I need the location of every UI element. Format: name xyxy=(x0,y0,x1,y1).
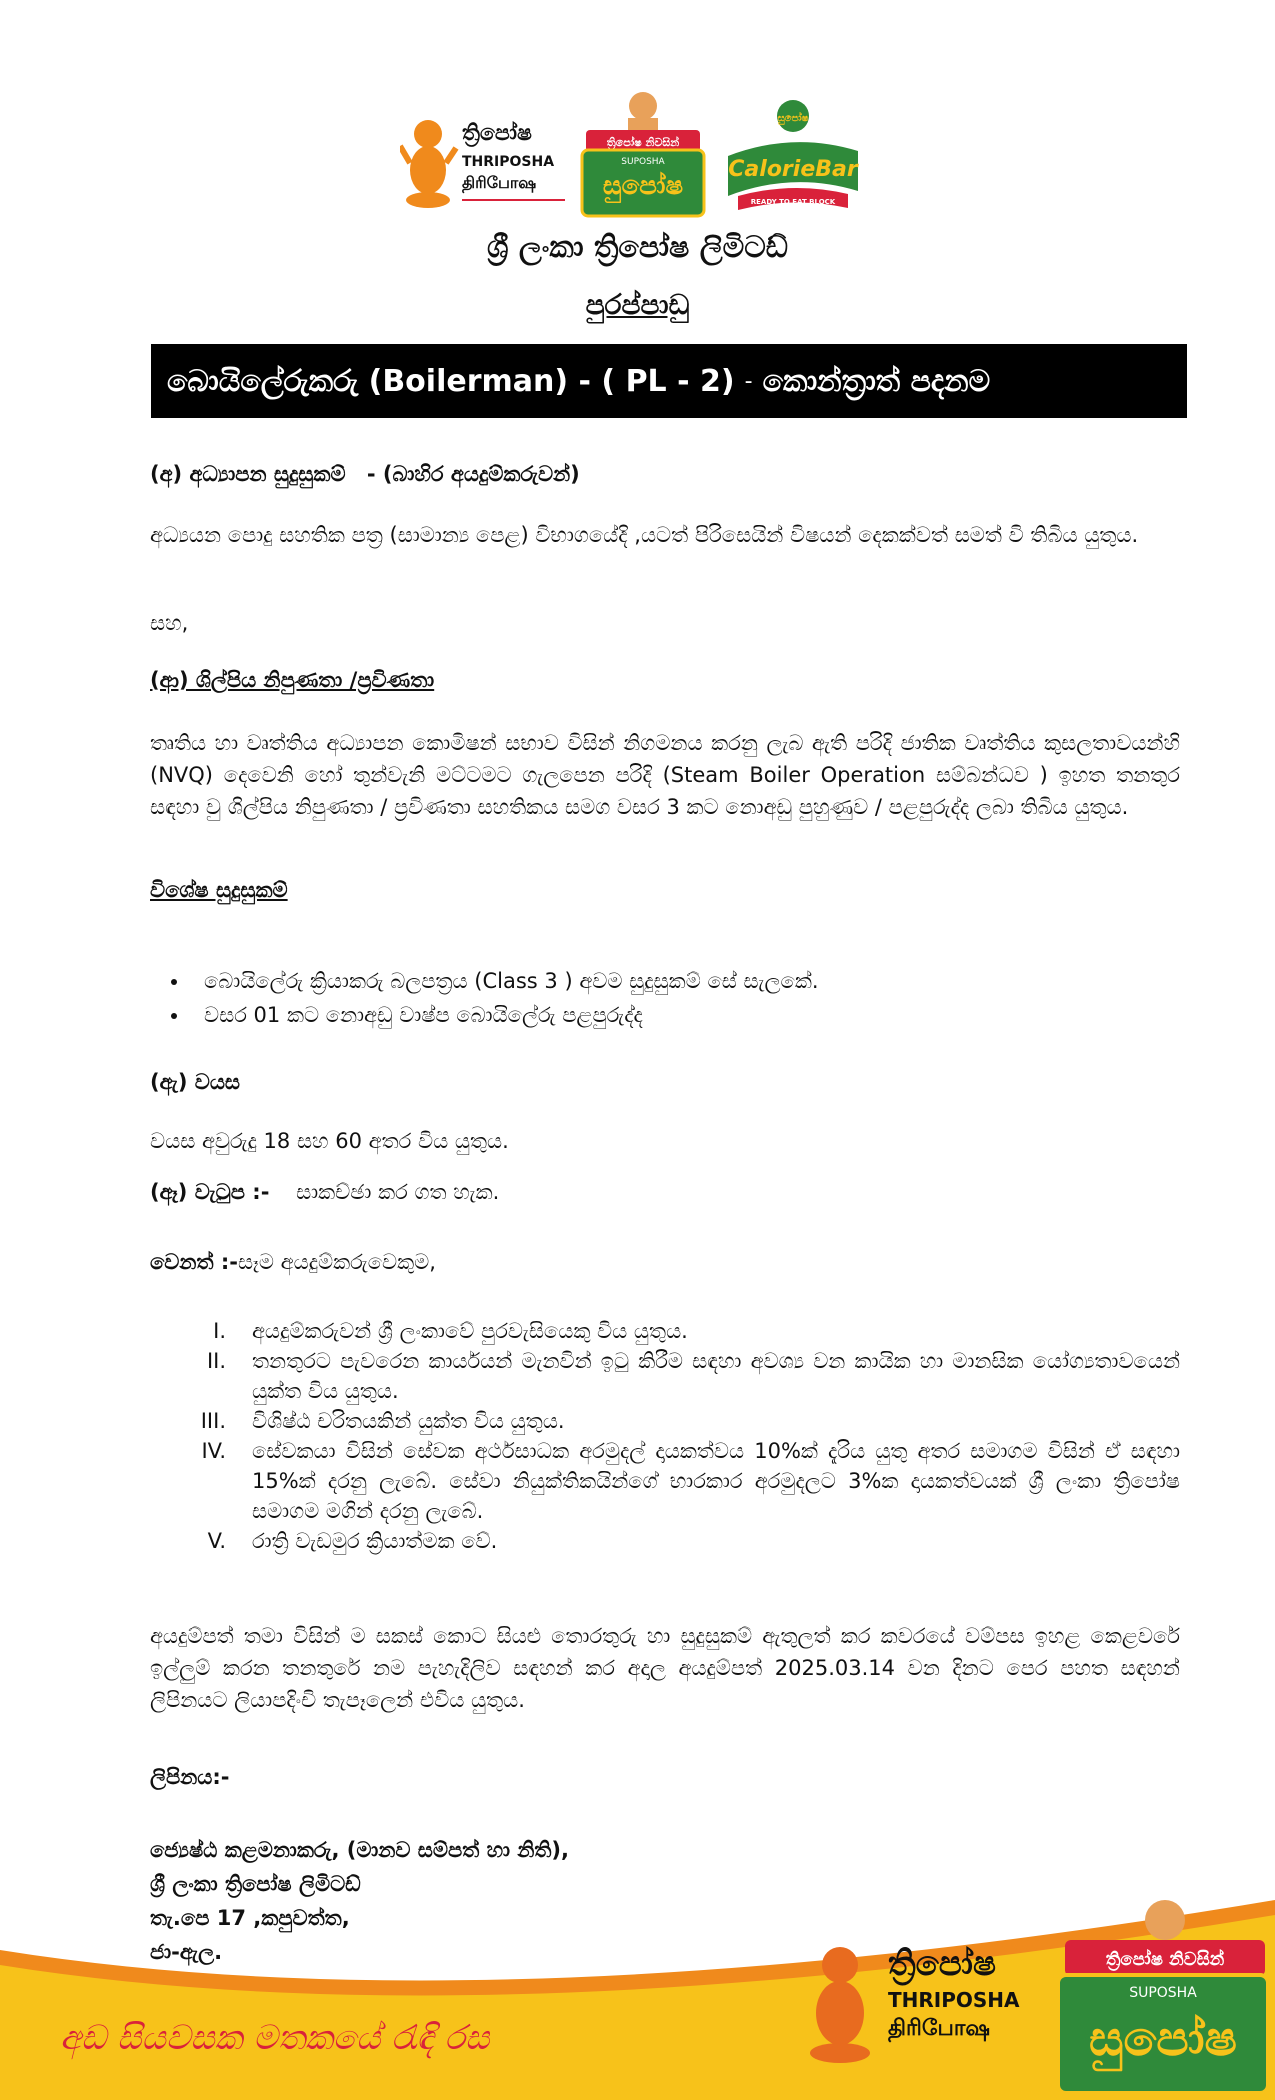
ad-type-text: පුරප්පාඩු xyxy=(585,288,690,321)
suposha-brand-en: SUPOSHA xyxy=(621,157,665,167)
position-banner xyxy=(151,344,1187,418)
suposha-top-si: ත්‍රිපෝෂ නිවසින් xyxy=(606,136,680,149)
ad-type xyxy=(0,288,1275,322)
thriposha-name-si: ත්‍රිපෝෂ xyxy=(462,121,532,146)
org-title: ශ්‍රී ලංකා ත්‍රිපෝෂ ලිමිටඩ් xyxy=(486,230,789,265)
banner-suffix: කොන්ත්‍රාත් පදනම xyxy=(762,363,991,399)
skills-label: (ආ) ශිල්පිය නිපුණතා /ප්‍රවිණතා xyxy=(150,668,435,692)
footer-thriposha-ta: திரிபோஷ xyxy=(888,2016,990,2041)
address-line: ජා-ඇල. xyxy=(150,1940,223,1964)
application-text: අයදුම්පත් තමා විසින් ම සකස් කොට සියළු තොරතුරු හා සුදුසුකම් ඇතුලත් කර කවරයේ වම්පස ඉහළ කෙළවරේ ඉල්ලුම් කරන තනතුරේ නම පැහැදිලිව සඳහන් කර අදාල අයදුම්පත් 2025.03.14 වන දිනට පෙර පහත සඳහන් ලිපිනයට ලියාපදිංචි තැපෑලෙන් එවිය යුතුය. xyxy=(150,1624,1180,1712)
age-text: වයස අවුරුදු 18 සහ 60 අතර විය යුතුය. xyxy=(150,1129,509,1153)
list-item: • බොයිලේරු ක්‍රියාකරු බලපත්‍රය (Class 3 ) අවම සුදුසුකම් සේ සැලකේ. xyxy=(190,964,1180,998)
footer-tagline: අඩ සියවසක මතකයේ රැඳි රස xyxy=(60,2018,490,2058)
address-line: ජ්‍යෙෂ්ඨ කළමනාකරු, (මානව සම්පත් හා නිති), xyxy=(150,1838,570,1862)
calorie-ribbon: READY TO EAT BLOCK xyxy=(750,198,836,206)
other-label: වෙනත් :- xyxy=(150,1250,238,1274)
suposha-brand-si: සුපෝෂ xyxy=(602,171,684,201)
footer-suposha-en: SUPOSHA xyxy=(1129,1985,1197,2001)
education-qualifier: - (බාහිර අයදුම්කරුවන්) xyxy=(366,462,580,486)
salary-text: සාකච්ඡා කර ගත හැක. xyxy=(296,1180,500,1204)
logo-row xyxy=(400,78,880,228)
education-label: (අ) අධ්‍යාපන සුදුසුකම් xyxy=(150,462,346,486)
calorie-top-si: සුපෝෂ xyxy=(777,113,809,124)
calorie-bar-logo xyxy=(718,96,868,221)
list-item: IV. සේවකයා විසින් සේවක අර්ථසාධක අරමුදල් දායකත්වය 10%ක් දැරිය යුතු අතර සමාගම විසින් ඒ සඳහා 15%ක් දරනු ලැබේ. සේවා නියුක්තිකයින්ගේ භාරකාර අරමුදලට 3%ක දායකත්වයක් ශ්‍රී ලංකා ත්‍රිපෝෂ සමාගම මගින් දරනු ලැබේ. xyxy=(201,1439,1180,1523)
list-item: V. රාත්‍රි වැඩමුර ක්‍රියාත්මක වේ. xyxy=(207,1529,498,1553)
thriposha-logo xyxy=(400,108,570,218)
address-heading: ලිපිනය:- xyxy=(150,1765,230,1789)
suposha-logo xyxy=(578,88,708,218)
calorie-brand: CalorieBar xyxy=(728,157,858,182)
skills-text: තෘතිය හා වෘත්තිය අධ්‍යාපන කොමිෂන් සභාව විසින් නිගමනය කරනු ලැබ ඇති පරිදි ජාතික වෘත්තිය කුසලතාවයන්හි (NVQ) දෙවෙනි හෝ තුන්වැනි මට්ටමට ගැලපෙන පරිදි (Steam Boiler Operation සම්බන්ධව ) ඉහත තනතුර සඳහා වු ශිල්පිය නිපුණතා / ප්‍රවිණතා සහතිකය සමග වසර 3 කට නොඅඩු පුහුණුව / පළපුරුද්ද ලබා තිබිය යුතුය. xyxy=(150,731,1180,819)
special-label: විශේෂ සුදුසුකම් xyxy=(150,878,288,902)
education-text: අධ්‍යයන පොදු සහතික පත්‍ර (සාමාන්‍ය පෙළ) විභාගයේදි ,යටත් පිරිසෙයින් විෂයන් දෙකක්වත් සමත් වි තිබිය යුතුය. xyxy=(150,523,1139,547)
salary-line xyxy=(150,1180,1180,1205)
age-heading: (ඇ) වයස xyxy=(150,1070,241,1094)
salary-label: (ඈ) වැටුප :- xyxy=(150,1180,270,1204)
education-heading xyxy=(150,462,1180,487)
and-text: සහ, xyxy=(150,611,189,635)
list-item: I. අයදුම්කරුවන් ශ්‍රී ලංකාවේ පුරවැසියෙකු විය යුතුය. xyxy=(213,1319,688,1343)
banner-dash: - xyxy=(744,368,753,394)
banner-title: බොයිලේරුකරු (Boilerman) - ( PL - 2) xyxy=(167,363,735,399)
skills-heading xyxy=(150,668,1180,693)
special-heading xyxy=(150,878,1180,903)
footer-suposha-si: සුපෝෂ xyxy=(1089,2011,1237,2067)
address-line: තැ.පෙ 17 ,කපුවත්ත, xyxy=(150,1906,350,1930)
thriposha-name-ta: திரிபோஷ xyxy=(462,173,537,192)
other-list xyxy=(150,1316,1180,1556)
address-line: ශ්‍රී ලංකා ත්‍රිපෝෂ ලිමිටඩ් xyxy=(150,1872,361,1896)
other-heading xyxy=(150,1250,1180,1275)
list-item: III. විශිෂ්ඨ චරිතයකින් යුක්ත විය යුතුය. xyxy=(200,1409,565,1433)
list-item: II. තනතුරට පැවරෙන කාර්යයන් මැනවින් ඉටු කිරීම සඳහා අවශ්‍ය වන කායික හා මානසික යෝග්‍යතාවයෙන් යුක්ත විය යුතුය. xyxy=(206,1349,1180,1403)
special-list xyxy=(150,964,1180,1032)
thriposha-name-en: THRIPOSHA xyxy=(462,154,555,170)
footer-suposha-top: ත්‍රිපෝෂ නිවසින් xyxy=(1105,1949,1225,1970)
footer-logos xyxy=(800,1895,1270,2095)
list-item: • වසර 01 කට නොඅඩු වාෂ්ප බොයිලේරු පළපුරුද්ද xyxy=(190,998,1180,1032)
footer-thriposha-si: ත්‍රිපෝෂ xyxy=(888,1944,996,1984)
other-intro: සෑම අයදුම්කරුවෙකුම, xyxy=(237,1250,436,1274)
footer-thriposha-en: THRIPOSHA xyxy=(888,1988,1020,2012)
